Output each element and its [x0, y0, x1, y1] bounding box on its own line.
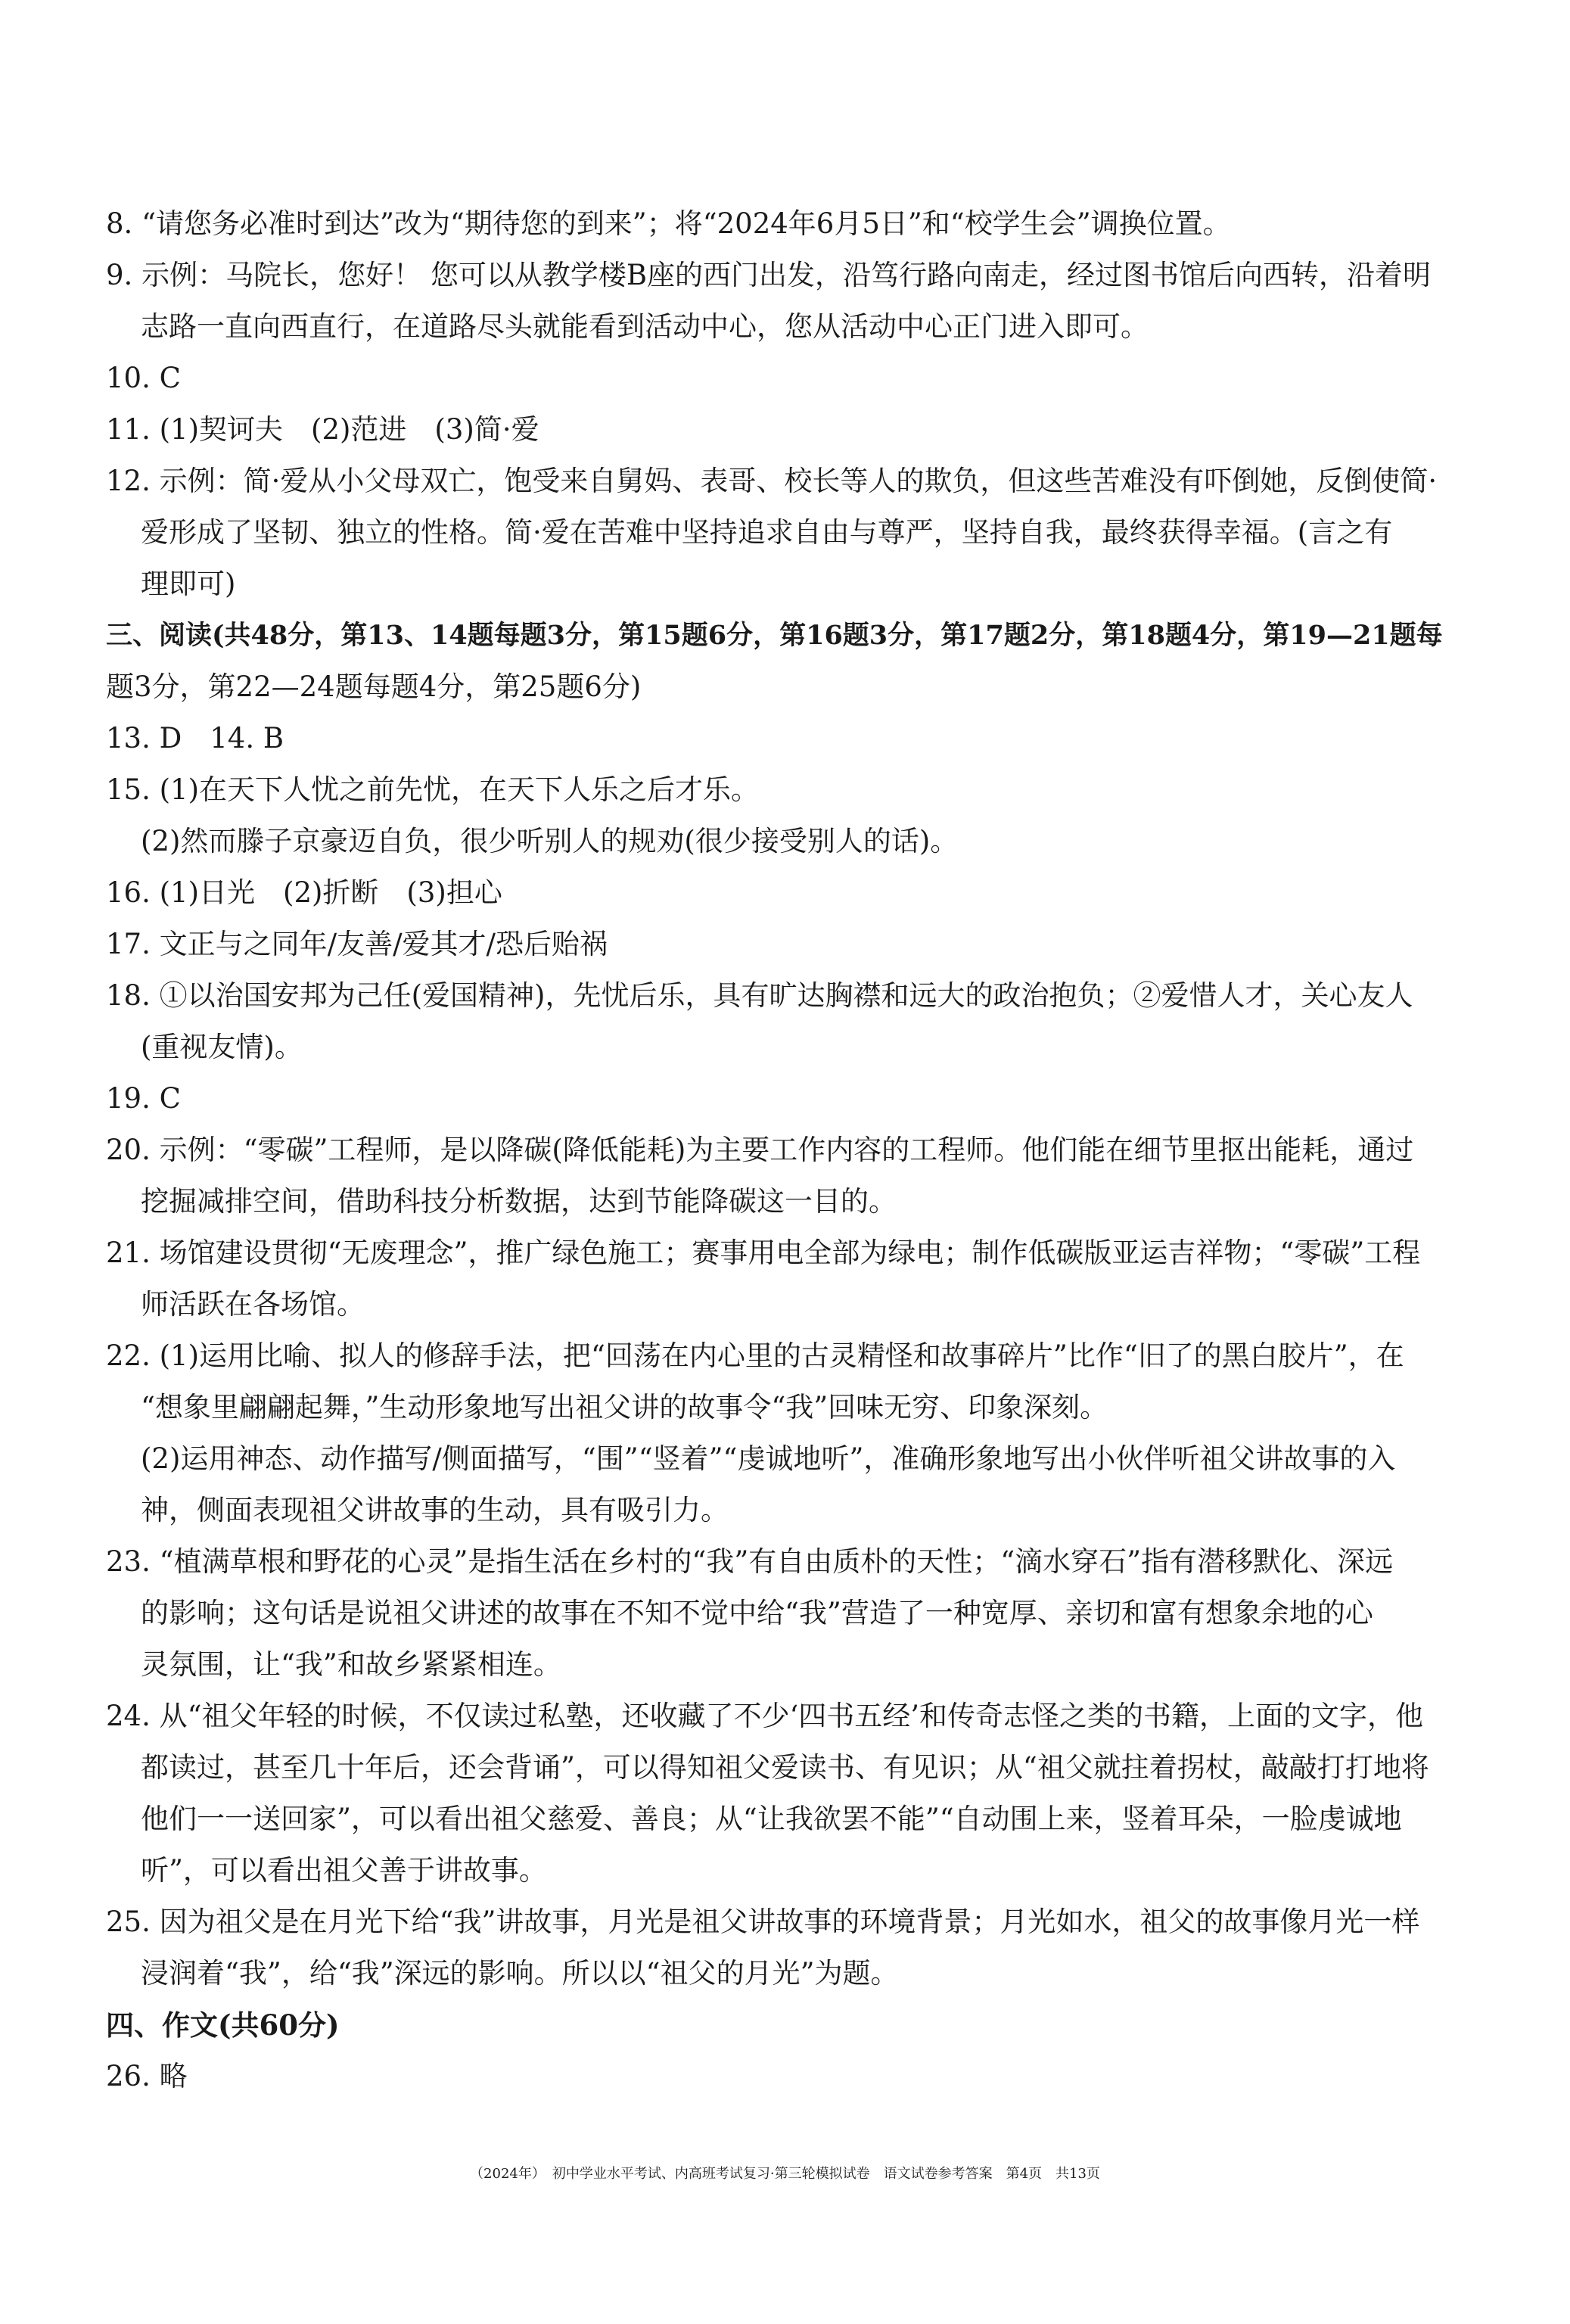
answer-11: 11. (1)契诃夫 (2)范进 (3)简·爱	[106, 413, 539, 446]
answer-23-line-1: 23. “植满草根和野花的心灵”是指生活在乡村的“我”有自由质朴的天性；“滴水穿石”指有潜移默化、深远	[106, 1545, 1394, 1578]
answer-20-line-2: 挖掘减排空间，借助科技分析数据，达到节能降碳这一目的。	[141, 1185, 897, 1218]
answer-24-line-4: 听”，可以看出祖父善于讲故事。	[141, 1854, 547, 1887]
answer-16: 16. (1)日光 (2)折断 (3)担心	[106, 876, 502, 909]
answer-21-line-2: 师活跃在各场馆。	[141, 1288, 365, 1321]
answer-9-line-1: 9. 示例：马院长，您好！ 您可以从教学楼B座的西门出发，沿笃行路向南走，经过图书馆后向西转，沿着明	[106, 259, 1432, 291]
answer-9-line-2: 志路一直向西直行，在道路尽头就能看到活动中心，您从活动中心正门进入即可。	[141, 310, 1149, 343]
answer-12-line-3: 理即可)	[141, 568, 236, 600]
answer-22-line-2: “想象里翩翩起舞，”生动形象地写出祖父讲的故事令“我”回味无穷、印象深刻。	[141, 1391, 1108, 1423]
answer-18-line-1: 18. ①以治国安邦为己任(爱国精神)，先忧后乐，具有旷达胸襟和远大的政治抱负；②爱惜人才，关心友人	[106, 979, 1413, 1012]
answer-22-line-1: 22. (1)运用比喻、拟人的修辞手法，把“回荡在内心里的古灵精怪和故事碎片”比作“旧了的黑白胶片”，在	[106, 1339, 1404, 1372]
answer-23-line-3: 灵氛围，让“我”和故乡紧紧相连。	[141, 1648, 561, 1681]
answer-25-line-2: 浸润着“我”，给“我”深远的影响。所以以“祖父的月光”为题。	[141, 1957, 899, 1990]
answer-21-line-1: 21. 场馆建设贯彻“无废理念”，推广绿色施工；赛事用电全部为绿电；制作低碳版亚运吉祥物；“零碳”工程	[106, 1237, 1421, 1269]
answer-12-line-1: 12. 示例：简·爱从小父母双亡，饱受来自舅妈、表哥、校长等人的欺负，但这些苦难没有吓倒她，反倒使简·	[106, 465, 1438, 497]
answer-15-part-1: 15. (1)在天下人忧之前先忧，在天下人乐之后才乐。	[106, 773, 760, 806]
answer-8: 8. “请您务必准时到达”改为“期待您的到来”；将“2024年6月5日”和“校学生会”调换位置。	[106, 207, 1231, 240]
answer-17: 17. 文正与之同年/友善/爱其才/恐后贻祸	[106, 928, 608, 960]
answer-25-line-1: 25. 因为祖父是在月光下给“我”讲故事，月光是祖父讲故事的环境背景；月光如水，祖父的故事像月光一样	[106, 1906, 1420, 1938]
section-reading-heading-line-1: 三、阅读(共48分，第13、14题每题3分，第15题6分，第16题3分，第17题2分，第18题4分，第19—21题每	[106, 620, 1443, 651]
answer-13-14: 13. D 14. B	[106, 722, 284, 754]
section-reading-heading-line-2: 题3分，第22—24题每题4分，第25题6分)	[106, 670, 642, 703]
answer-20-line-1: 20. 示例：“零碳”工程师，是以降碳(降低能耗)为主要工作内容的工程师。他们能在细节里抠出能耗，通过	[106, 1134, 1414, 1166]
answer-content	[106, 198, 1468, 2102]
answer-22-line-4: 神，侧面表现祖父讲故事的生动，具有吸引力。	[141, 1494, 729, 1526]
answer-19: 19. C	[106, 1082, 181, 1115]
answer-23-line-2: 的影响；这句话是说祖父讲述的故事在不知不觉中给“我”营造了一种宽厚、亲切和富有想象余地的心	[141, 1597, 1373, 1629]
answer-26: 26. 略	[106, 2060, 188, 2092]
section-writing-heading: 四、作文(共60分)	[106, 2008, 340, 2042]
answer-24-line-1: 24. 从“祖父年轻的时候，不仅读过私塾，还收藏了不少‘四书五经’和传奇志怪之类的书籍，上面的文字，他	[106, 1700, 1424, 1732]
answer-24-line-2: 都读过，甚至几十年后，还会背诵”，可以得知祖父爱读书、有见识；从“祖父就拄着拐杖，敲敲打打地将	[141, 1751, 1429, 1784]
answer-10: 10. C	[106, 362, 181, 394]
answer-15-part-2: (2)然而滕子京豪迈自负，很少听别人的规劝(很少接受别人的话)。	[141, 825, 959, 857]
answer-18-line-2: (重视友情)。	[141, 1031, 303, 1063]
answer-24-line-3: 他们一一送回家”，可以看出祖父慈爱、善良；从“让我欲罢不能”“自动围上来，竖着耳朵，一脸虔诚地	[141, 1803, 1402, 1835]
page-footer: （2024年） 初中学业水平考试、内高班考试复习·第三轮模拟试卷 语文试卷参考答案 第4页 共13页	[470, 2166, 1100, 2182]
answer-22-line-3: (2)运用神态、动作描写/侧面描写，“围”“竖着”“虔诚地听”，准确形象地写出小伙伴听祖父讲故事的入	[141, 1442, 1396, 1475]
answer-12-line-2: 爱形成了坚韧、独立的性格。简·爱在苦难中坚持追求自由与尊严，坚持自我，最终获得幸福。(言之有	[141, 516, 1393, 549]
